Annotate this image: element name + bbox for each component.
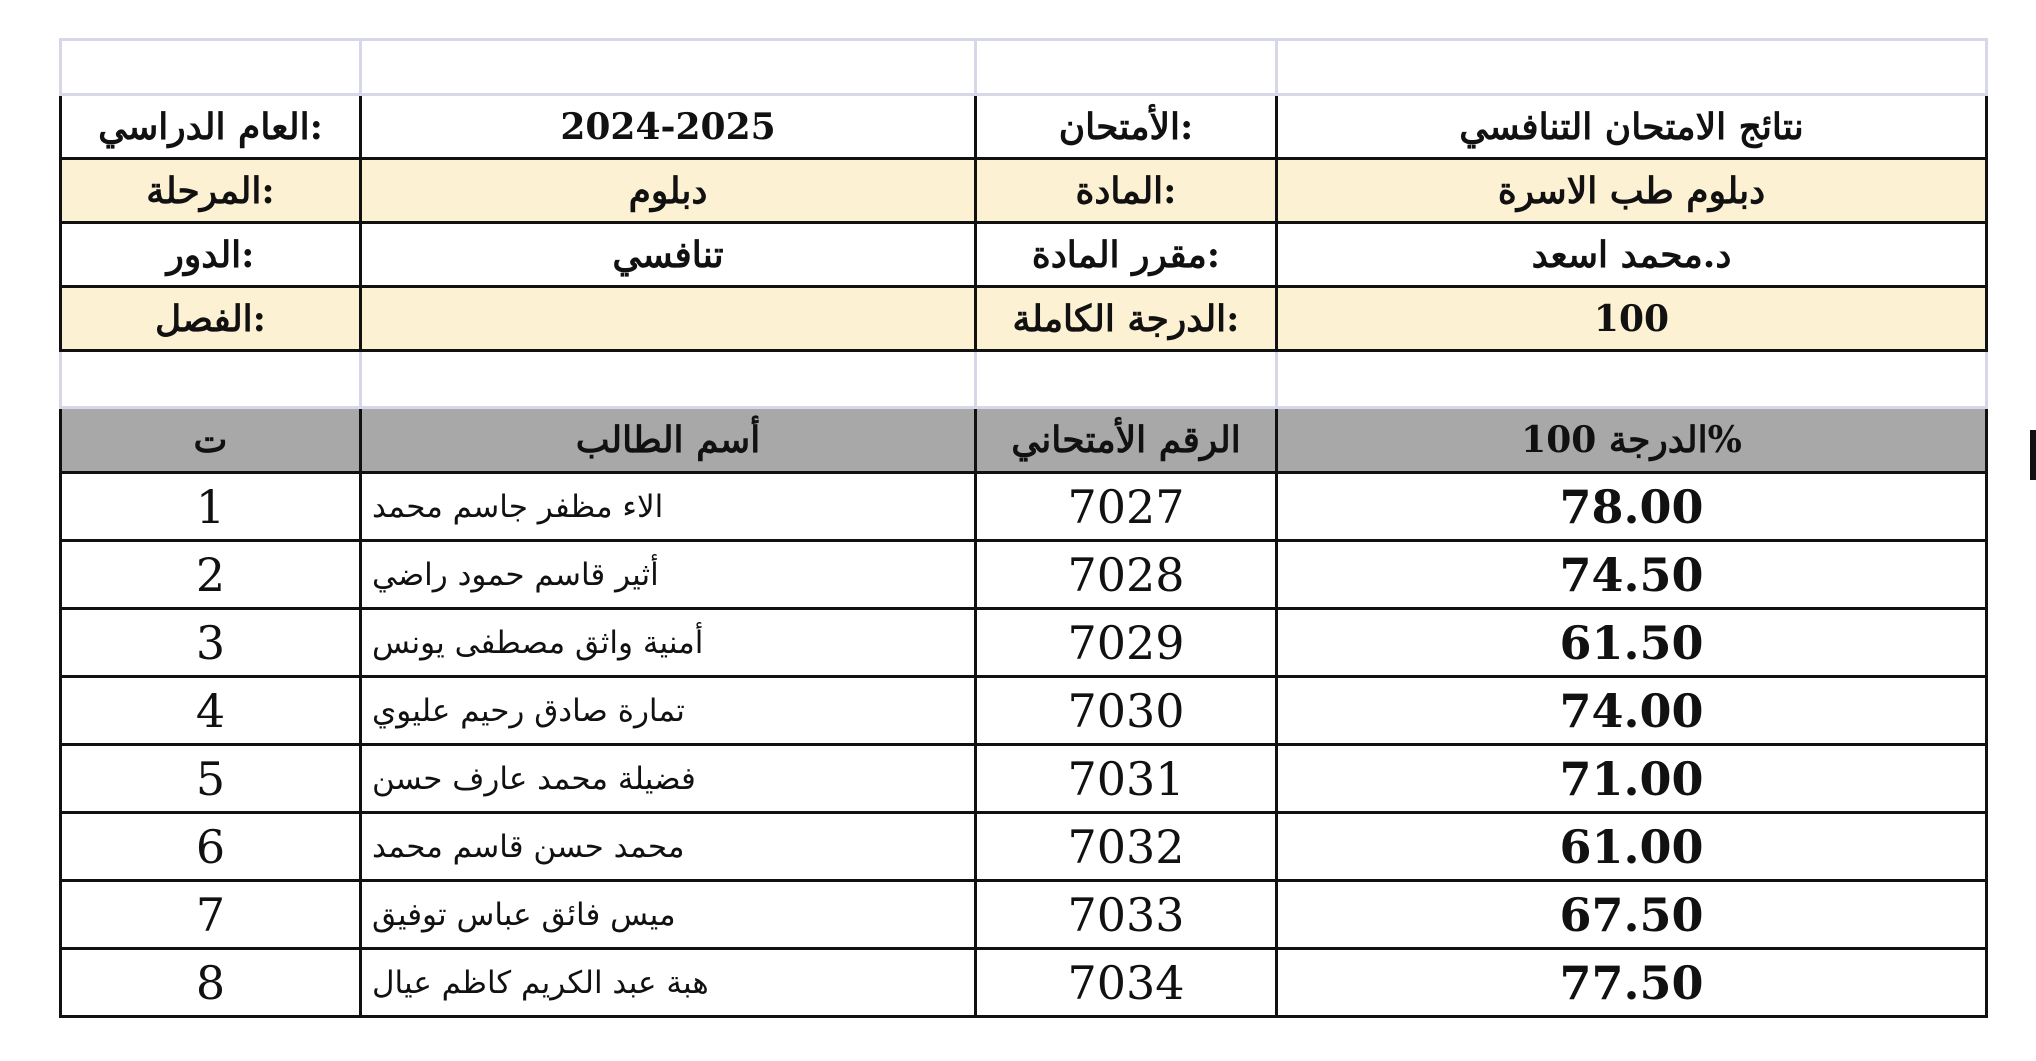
row-seq: 8	[61, 949, 361, 1017]
row-score: 61.50	[1277, 609, 1987, 677]
table-row	[61, 541, 1987, 609]
row-student-name	[361, 677, 976, 745]
row-student-name	[361, 609, 976, 677]
table-row	[61, 949, 1987, 1017]
row-student-name	[361, 541, 976, 609]
row-score: 74.00	[1277, 677, 1987, 745]
row-seq: 4	[61, 677, 361, 745]
row-seq: 3	[61, 609, 361, 677]
row-student-name	[361, 473, 976, 541]
year-value: 2024-2025	[361, 95, 976, 159]
row-student-name	[361, 813, 976, 881]
stage-value: دبلوم	[361, 159, 976, 223]
empty-cell	[361, 40, 976, 95]
empty-grid-row	[61, 351, 1987, 408]
year-label: :العام الدراسي	[61, 95, 361, 159]
table-row	[61, 745, 1987, 813]
row-score: 71.00	[1277, 745, 1987, 813]
row-student-name-text: فضيلة محمد عارف حسن	[372, 760, 696, 797]
empty-cell	[976, 351, 1277, 408]
row-exam-number: 7031	[976, 745, 1277, 813]
row-student-name	[361, 745, 976, 813]
info-row-exam	[61, 95, 1987, 159]
coordinator-label: :مقرر المادة	[976, 223, 1277, 287]
exam-title: نتائج الامتحان التنافسي	[1277, 95, 1987, 159]
row-student-name-text: أمنية واثق مصطفى يونس	[372, 624, 704, 661]
header-student-name: أسم الطالب	[361, 408, 976, 473]
row-seq: 7	[61, 881, 361, 949]
header-score: %الدرجة 100	[1277, 408, 1987, 473]
results-sheet	[59, 38, 1988, 1018]
table-row	[61, 473, 1987, 541]
full-mark-label: :الدرجة الكاملة	[976, 287, 1277, 351]
row-exam-number: 7034	[976, 949, 1277, 1017]
row-student-name-text: تمارة صادق رحيم عليوي	[372, 692, 685, 729]
semester-value	[361, 287, 976, 351]
coordinator-value: د.محمد اسعد	[1277, 223, 1987, 287]
row-seq: 2	[61, 541, 361, 609]
empty-cell	[61, 351, 361, 408]
row-seq: 6	[61, 813, 361, 881]
semester-label: :الفصل	[61, 287, 361, 351]
stage-label: :المرحلة	[61, 159, 361, 223]
table-row	[61, 813, 1987, 881]
empty-cell	[61, 40, 361, 95]
exam-label: :الأمتحان	[976, 95, 1277, 159]
info-row-full-mark	[61, 287, 1987, 351]
table-row	[61, 677, 1987, 745]
row-student-name-text: هبة عبد الكريم كاظم عيال	[372, 964, 709, 1001]
row-student-name-text: ميس فائق عباس توفيق	[372, 896, 676, 933]
row-exam-number: 7029	[976, 609, 1277, 677]
table-row	[61, 609, 1987, 677]
empty-cell	[1277, 351, 1987, 408]
subject-value: دبلوم طب الاسرة	[1277, 159, 1987, 223]
row-student-name	[361, 881, 976, 949]
header-seq: ت	[61, 408, 361, 473]
info-row-subject	[61, 159, 1987, 223]
edge-mark	[2030, 430, 2036, 480]
round-value: تنافسي	[361, 223, 976, 287]
row-student-name-text: الاء مظفر جاسم محمد	[372, 488, 664, 525]
empty-grid-row	[61, 40, 1987, 95]
row-exam-number: 7033	[976, 881, 1277, 949]
row-student-name-text: أثير قاسم حمود راضي	[372, 556, 659, 593]
row-exam-number: 7030	[976, 677, 1277, 745]
row-score: 67.50	[1277, 881, 1987, 949]
row-score: 78.00	[1277, 473, 1987, 541]
results-header-row	[61, 408, 1987, 473]
full-mark-value: 100	[1277, 287, 1987, 351]
header-exam-number: الرقم الأمتحاني	[976, 408, 1277, 473]
empty-cell	[361, 351, 976, 408]
row-exam-number: 7027	[976, 473, 1277, 541]
row-seq: 5	[61, 745, 361, 813]
row-score: 61.00	[1277, 813, 1987, 881]
row-student-name	[361, 949, 976, 1017]
empty-cell	[1277, 40, 1987, 95]
empty-cell	[976, 40, 1277, 95]
row-exam-number: 7028	[976, 541, 1277, 609]
row-student-name-text: محمد حسن قاسم محمد	[372, 828, 685, 865]
row-score: 77.50	[1277, 949, 1987, 1017]
info-row-coordinator	[61, 223, 1987, 287]
row-exam-number: 7032	[976, 813, 1277, 881]
row-seq: 1	[61, 473, 361, 541]
subject-label: :المادة	[976, 159, 1277, 223]
row-score: 74.50	[1277, 541, 1987, 609]
table-row	[61, 881, 1987, 949]
round-label: :الدور	[61, 223, 361, 287]
